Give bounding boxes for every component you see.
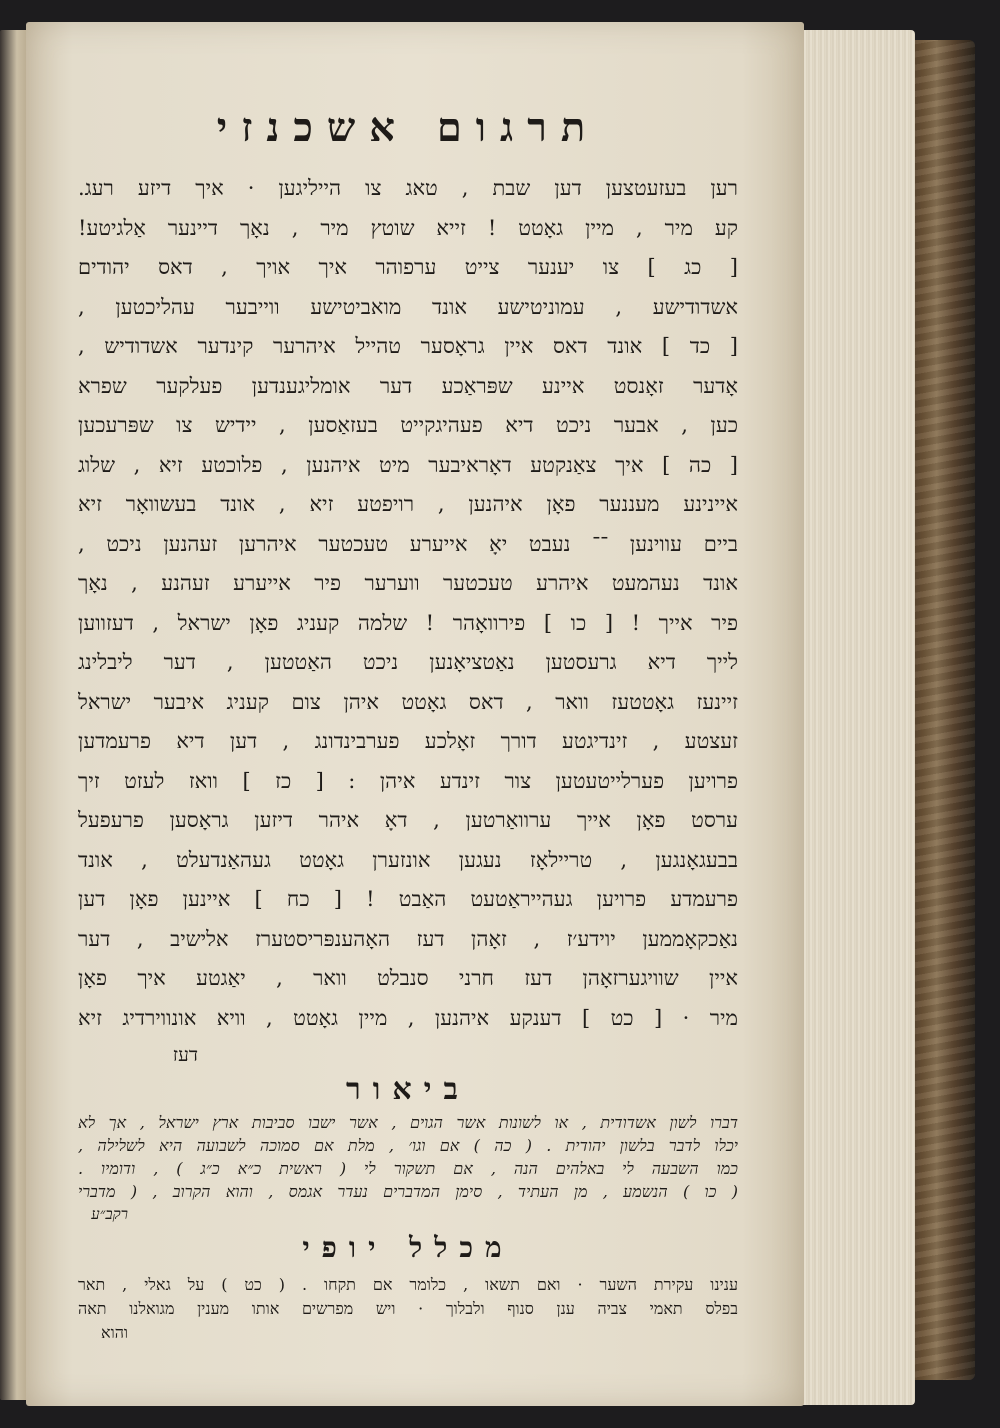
text-line: ביים עווינען ־־ נעבט יאָ אייערע טעכטער איהרען זעהנען ניכט , (78, 531, 738, 556)
page-title: תרגום אשכנזי (216, 104, 600, 151)
text-line: לייך דיא גרעסטען נאַטציאָנען ניכט האַטטען , דער ליבלינג (78, 650, 738, 674)
commentary-end: רקב״ע (91, 1205, 128, 1223)
book-cover-edge (905, 40, 975, 1380)
text-line: בבעגאָנגען , טריילאָז נעגען אונזערן גאָטט געהאַנדעלט , אונד (78, 847, 738, 872)
text-line: זיינעז גאָטטעז וואר , דאס גאָטט איהן צום קעניג איבער ישראל (78, 689, 738, 714)
commentary-heading: ביאור (346, 1072, 470, 1107)
commentary-line: דברו לשון אשדודית , או לשונות אשר הגוים , אשר ישבו סביבות ארץ ישראל , אך לא (78, 1113, 738, 1132)
text-line: פרויען פערלייטעטען צור זינדע איהן : [ כז ] וואז לעזט זיך (78, 768, 738, 793)
catchword: דעז (172, 1044, 198, 1066)
page-block-edge (795, 30, 915, 1405)
previous-page-edge (0, 30, 28, 1400)
michlal-line: ענינו עקירת השער · ואם תשאו , כלומר אם תקחו . ( כט ) על גאלי , תאר (78, 1275, 738, 1294)
text-line: פרעמדע פרויען געהייראַטעט האַבט ! [ כח ] איינען פאָן דען (78, 887, 738, 911)
commentary-block (78, 1111, 738, 1203)
michlal-catchword: והוא (101, 1323, 128, 1342)
text-line: ערסט פאָן אייך ערוואַרטען , דאָ איהר דיזען גראָסען פרעפעל (78, 808, 738, 832)
text-line: אשדודישע , עמוניטישע אונד מואביטישע ווייבער עהליכטען , (78, 294, 738, 319)
michlal-block (78, 1273, 738, 1321)
text-line: רען בעזעטצען דען שבת , טאג צו הייליגען · איך דיזע רעג. (78, 176, 738, 200)
michlal-heading: מכלל יופי (302, 1231, 514, 1264)
text-line: נאַכקאָממען יוידע׳ז , זאָהן דעז האָהענפּריסטערז אלישיב , דער (78, 926, 738, 951)
page-content (78, 92, 738, 1345)
text-line: זעצטע , זינדיגטע דורך זאָלכע פערבינדונג , דען דיא פרעמדען (78, 729, 738, 753)
main-text-block (78, 169, 738, 1038)
text-line: [ כד ] אונד דאס איין גראָסער טהייל איהרער קינדער אשדודיש , (78, 334, 738, 358)
text-line: אונד נעהמעט איהרע טעכטער ווערער פיר אייערע זעהנע , נאָך (78, 571, 738, 595)
book-page (26, 22, 804, 1406)
text-line: איין שוויגערזאָהן דעז חרני סנבלט וואר , יאַגטע איך פאָן (78, 966, 738, 990)
michlal-line: בפלס תאמי צביה ענן סנוף ולבלוך · ויש מפרשים אותו מענין מגואלנו תאה (78, 1299, 738, 1318)
text-line: [ כה ] איך צאַנקטע דאָראיבער מיט איהנען , פלוכטע זיא , שלוג (78, 452, 738, 477)
text-line: מיר · [ כט ] דענקע איהנען , מיין גאָטט , וויא אונווירדיג זיא (78, 1005, 738, 1030)
text-line: אָדער זאָנסט איינע שפּראַכע דער אומליגענדען פעלקער שפרא (78, 373, 738, 398)
text-line: פיר אייך ! [ כו ] פירוואָהר ! שלמה קעניג פאָן ישראל , דעזווען (78, 610, 738, 635)
commentary-line: ( כו ) הנשמע , מן העתיד , סימן המדברים נעדר אגמס , והוא הקרוב , ( מדברי (78, 1182, 738, 1201)
text-line: [ כג ] צו יענער צייט ערפוהר איך אויך , דאס יהודים (78, 255, 738, 279)
commentary-line: יכלו לדבר בלשון יהודית . ( כה ) אם וגו׳ , מלת אם סמוכה לשבועה היא לשלילה , (78, 1136, 738, 1155)
text-line: קע מיר , מיין גאָטט ! זייא שוטץ מיר , נאָך דיינער אַלגיטע! (78, 215, 738, 240)
text-line: איינינע מעננער פאָן איהנען , רויפטע זיא , אונד בעשוואָר זיא (78, 492, 738, 516)
commentary-line: כמו השבעה לי באלהים הנה , אם תשקור לי ( ראשית כ״א כ״ג ) , ודומיו . (78, 1159, 738, 1178)
text-line: כען , אבער ניכט דיא פעהיגקייט בעזאַסען , יידיש צו שפּרעכען (78, 413, 738, 437)
